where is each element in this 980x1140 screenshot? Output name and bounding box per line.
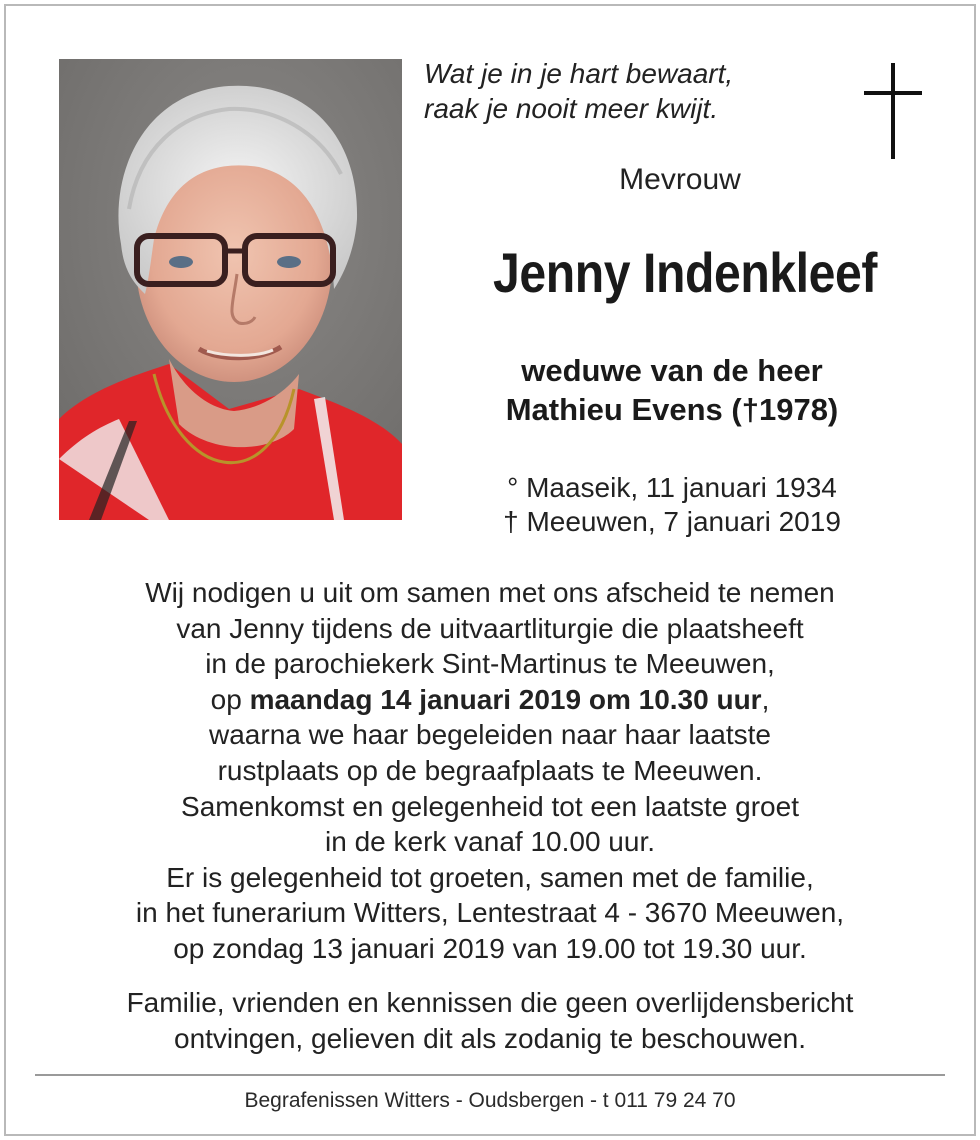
invitation-line: rustplaats op de begraafplaats te Meeuwen. — [217, 754, 763, 786]
funeral-datetime: maandag 14 januari 2019 om 10.30 uur — [249, 683, 762, 715]
invitation-text — [40, 575, 940, 967]
invitation-line: Wij nodigen u uit om samen met ons afscheid te nemen — [145, 577, 835, 608]
death-date: † Meeuwen, 7 januari 2019 — [503, 506, 841, 537]
quote-line: raak je nooit meer kwijt. — [424, 93, 719, 124]
invitation-line: in het funerarium Witters, Lentestraat 4 - 3670 Meeuwen, — [135, 897, 845, 929]
quote-line: Wat je in je hart bewaart, — [424, 58, 734, 89]
life-dates — [442, 471, 902, 539]
deceased-name: Jenny Indenkleef — [493, 241, 877, 304]
invitation-prefix: op — [210, 683, 250, 715]
honorific: Mevrouw — [619, 163, 741, 196]
invitation-line: Samenkomst en gelegenheid tot een laatste groet — [181, 790, 799, 822]
spouse-line: Mathieu Evens (†1978) — [505, 392, 839, 427]
invitation-line: Er is gelegenheid tot groeten, samen met de familie, — [166, 861, 814, 893]
invitation-line: waarna we haar begeleiden naar haar laatste — [209, 719, 771, 751]
funeral-home-footer: Begrafenissen Witters - Oudsbergen - t 011 79 24 70 — [244, 1089, 736, 1112]
invitation-suffix: , — [761, 683, 770, 715]
closing-text — [40, 985, 940, 1056]
invitation-line — [40, 682, 940, 718]
portrait-photo — [59, 59, 402, 520]
spouse-info — [442, 351, 902, 429]
invitation-line: in de parochiekerk Sint-Martinus te Meeuwen, — [205, 648, 775, 680]
invitation-line: van Jenny tijdens de uitvaartliturgie die plaatsheeft — [176, 612, 804, 644]
spouse-line: weduwe van de heer — [521, 353, 823, 388]
latin-cross-icon — [864, 63, 922, 159]
birth-date: ° Maaseik, 11 januari 1934 — [507, 472, 837, 503]
invitation-line: op zondag 13 januari 2019 van 19.00 tot 19.30 uur. — [173, 932, 807, 964]
footer-divider — [35, 1074, 945, 1076]
closing-line: ontvingen, gelieven dit als zodanig te beschouwen. — [174, 1022, 806, 1054]
invitation-line: in de kerk vanaf 10.00 uur. — [325, 826, 655, 858]
quote — [424, 56, 844, 126]
closing-line: Familie, vrienden en kennissen die geen overlijdensbericht — [126, 987, 854, 1018]
